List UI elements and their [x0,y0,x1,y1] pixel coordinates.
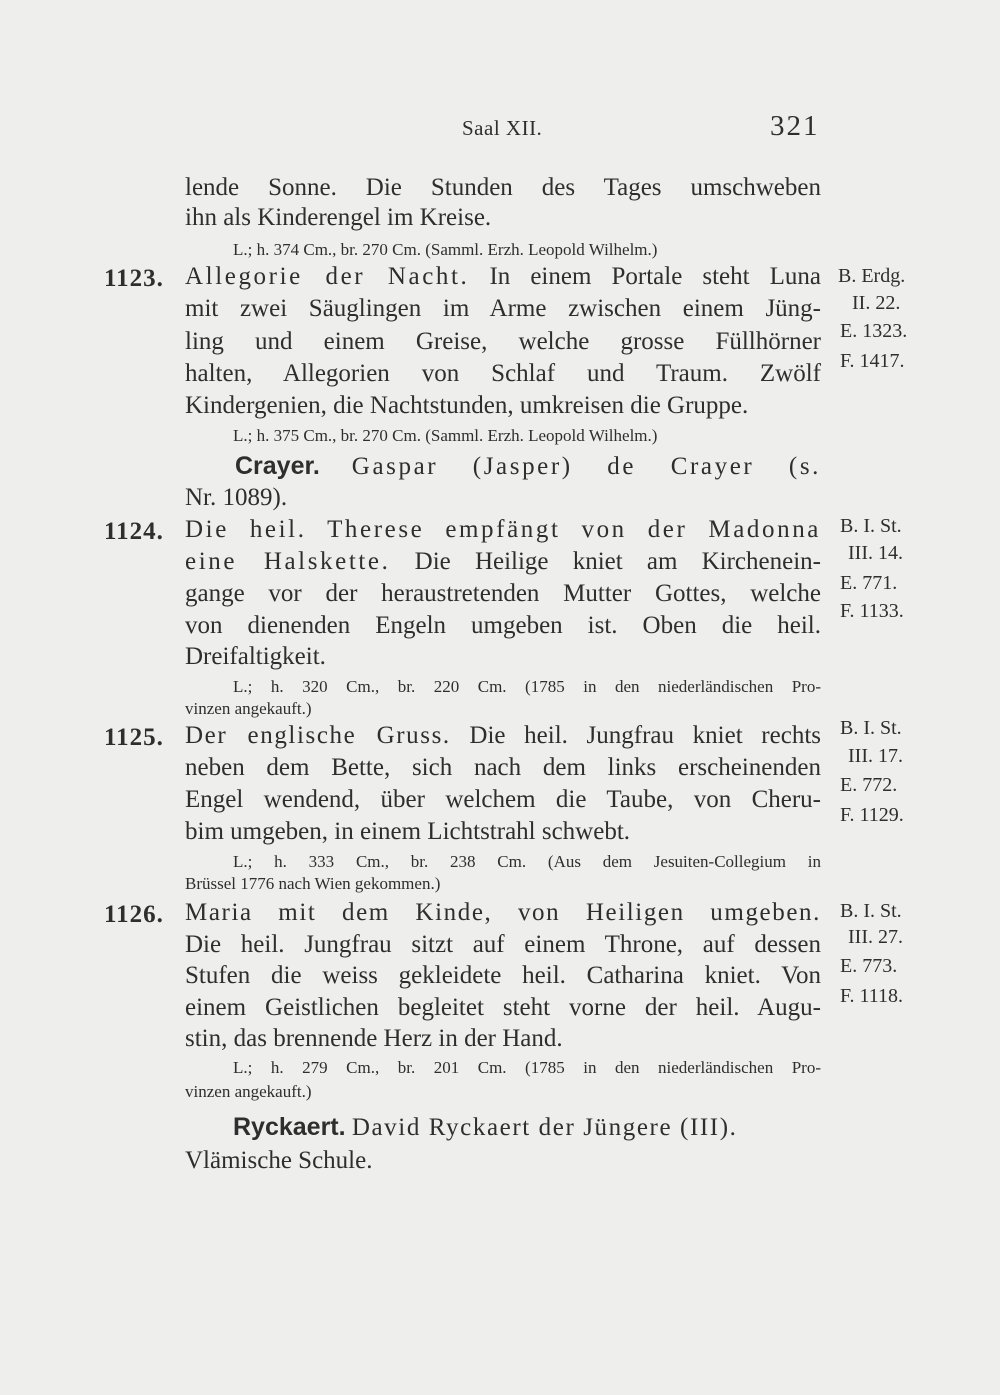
text-line: ihn als Kinderengel im Kreise. [185,204,492,231]
text-fragment: In einem Portale steht Luna [489,263,821,290]
catalog-reference: F. 1133. [840,600,904,622]
entry-number: 1126. [104,901,164,928]
catalog-reference: F. 1118. [840,985,904,1007]
text-line: Die heil. Jungfrau sitzt auf einem Throne, auf dessen [185,931,821,958]
text-line [235,452,821,481]
text-line: einem Geistlichen begleitet steht vorne der heil. Augu- [185,994,821,1021]
text-line [185,263,821,291]
catalog-reference: B. I. St. [840,717,902,739]
catalog-reference: B. I. St. [840,900,902,922]
text-line: bim umgeben, in einem Lichtstrahl schwebt. [185,818,631,845]
provenance-note: L.; h. 320 Cm., br. 220 Cm. (1785 in den niederländischen Pro- [233,677,821,696]
text-line [233,1113,738,1142]
running-head: Saal XII. [462,116,543,140]
catalog-reference: E. 772. [840,774,898,796]
provenance-note: L.; h. 333 Cm., br. 238 Cm. (Aus dem Jesuiten-Collegium in [233,852,821,871]
text-line: Dreifaltigkeit. [185,643,326,670]
provenance-note: vinzen angekauft.) [185,699,312,718]
text-line: Stufen die weiss gekleidete heil. Catharina kniet. Von [185,962,821,989]
provenance-note: Brüssel 1776 nach Wien gekommen.) [185,874,441,893]
provenance-note: L.; h. 374 Cm., br. 270 Cm. (Samml. Erzh. Leopold Wilhelm.) [233,240,658,259]
text-line [185,548,821,576]
catalog-reference: B. Erdg. [838,265,906,287]
page-header [0,108,1000,148]
text-line: Engel wendend, über welchem die Taube, von Cheru- [185,786,821,813]
entry-title: Maria mit dem Kinde, von Heiligen umgeben. [185,899,821,926]
text-line: neben dem Bette, sich nach dem links erscheinenden [185,754,821,781]
catalog-reference: II. 22. [852,292,901,314]
entry-title: eine Halskette. [185,548,391,575]
text-line [185,722,821,750]
text-line: Kindergenien, die Nachtstunden, umkreisen die Gruppe. [185,392,749,419]
entry-number: 1124. [104,518,164,545]
text-fragment: Die heil. Jungfrau kniet rechts [469,722,821,749]
catalog-reference: III. 14. [848,542,903,564]
text-fragment: Die Heilige kniet am Kirchenein- [414,548,821,575]
artist-name: Ryckaert. [233,1113,346,1141]
entry-number: 1123. [104,265,164,292]
catalog-reference: E. 773. [840,955,898,977]
text-line: von dienenden Engeln umgeben ist. Oben die heil. [185,612,821,639]
catalog-reference: B. I. St. [840,515,902,537]
artist-name: Crayer. [235,452,320,480]
catalog-reference: III. 27. [848,926,903,948]
text-line: ling und einem Greise, welche grosse Füllhörner [185,328,821,355]
text-line: stin, das brennende Herz in der Hand. [185,1025,563,1052]
text-line: Vlämische Schule. [185,1147,373,1174]
provenance-note: L.; h. 375 Cm., br. 270 Cm. (Samml. Erzh. Leopold Wilhelm.) [233,426,658,445]
text-line: gange vor der heraustretenden Mutter Gottes, welche [185,580,821,607]
text-line: halten, Allegorien von Schlaf und Traum. Zwölf [185,360,821,387]
entry-title: Allegorie der Nacht. [185,263,470,290]
text-fragment: David Ryckaert der Jüngere (III). [351,1114,738,1141]
text-line: mit zwei Säuglingen im Arme zwischen einem Jüng- [185,295,821,322]
provenance-note: L.; h. 279 Cm., br. 201 Cm. (1785 in den niederländischen Pro- [233,1058,821,1077]
text-line: Nr. 1089). [185,484,288,511]
text-fragment: Gaspar (Jasper) de Crayer (s. [351,453,822,480]
catalog-reference: F. 1417. [840,350,905,372]
catalog-reference: F. 1129. [840,804,904,826]
text-line: lende Sonne. Die Stunden des Tages umschweben [185,174,821,201]
entry-title: Die heil. Therese empfängt von der Madonna [185,516,821,543]
catalog-reference: E. 771. [840,572,898,594]
entry-number: 1125. [104,724,164,751]
page-number: 321 [770,110,820,142]
catalog-reference: III. 17. [848,745,903,767]
catalog-reference: E. 1323. [840,320,908,342]
provenance-note: vinzen angekauft.) [185,1082,312,1101]
entry-title: Der englische Gruss. [185,722,451,749]
